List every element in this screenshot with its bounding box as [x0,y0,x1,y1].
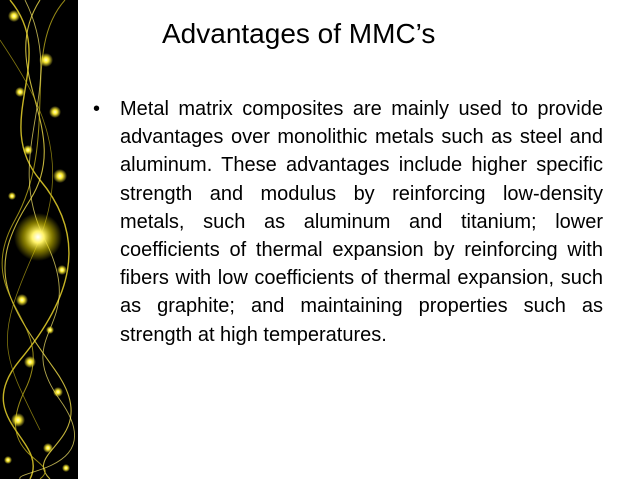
light-strands-illustration [0,0,78,479]
bullet-item [93,95,603,349]
bullet-list [93,95,603,349]
bullet-text: Metal matrix composites are mainly used to provide advantages over monolithic metals such as steel and aluminum. These advantages include higher specific strength and modulus by reinforcing low-density metals, such as aluminum and titanium; lower coefficients of thermal expansion by reinforcing with fibers with low coefficients of thermal expansion, such as graphite; and maintaining properties such as strength at high temperatures. [120,98,603,346]
slide-title: Advantages of MMC’s [162,18,436,49]
decorative-light-strands-panel [0,0,78,479]
bullet-marker: • [93,98,101,120]
